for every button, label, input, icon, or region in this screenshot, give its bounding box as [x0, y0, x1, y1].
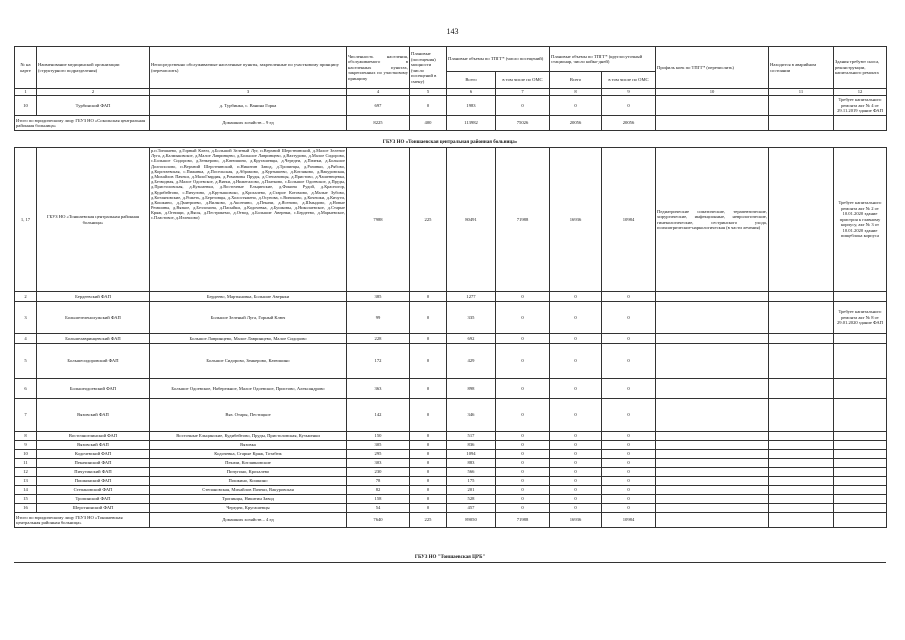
total-beddays-oms: 10984 — [602, 513, 656, 528]
cell-repair — [834, 379, 887, 399]
total-visits: 113982 — [447, 116, 496, 131]
cell-number: 8 — [15, 432, 37, 441]
total-visits-oms: 75026 — [496, 116, 550, 131]
cell-repair — [834, 450, 887, 459]
cell-population: 230 — [347, 468, 410, 477]
cell-organization: Тропинский ФАП — [37, 495, 150, 504]
cell-beddays-total: 0 — [550, 292, 602, 302]
cell-bed-profile — [656, 486, 769, 495]
cell-bed-profile — [656, 477, 769, 486]
cell-number: 6 — [15, 379, 37, 399]
cell-beddays-total: 16936 — [550, 148, 602, 292]
cell-visits-oms: 0 — [496, 334, 550, 344]
cell-visits-total: 692 — [447, 334, 496, 344]
cell-organization: Бердеевский ФАП — [37, 292, 150, 302]
cell-repair — [834, 344, 887, 379]
col-number: 3 — [150, 89, 347, 96]
cell-beddays-oms: 0 — [602, 504, 656, 513]
cell-settlements: Тропинцы, Никитин Завод — [150, 495, 347, 504]
cell-number: 15 — [15, 495, 37, 504]
cell-repair — [834, 292, 887, 302]
cell-population: 385 — [347, 292, 410, 302]
cell-beddays-oms: 0 — [602, 344, 656, 379]
header-emergency: Находится в аварийном состоянии — [769, 47, 834, 89]
cell-visits-total: 898 — [447, 379, 496, 399]
cell-organization: Большесидоровский ФАП — [37, 344, 150, 379]
cell-population: 54 — [347, 504, 410, 513]
header-visits: Плановые объемы по ТПГГ* (число посещений) — [447, 47, 550, 72]
cell-capacity: 225 — [410, 148, 447, 292]
cell-beddays-total: 0 — [550, 432, 602, 441]
cell-capacity: 0 — [410, 399, 447, 432]
table-tonshaevskaya — [14, 147, 887, 528]
total-capacity: 400 — [410, 116, 447, 131]
col-number: 2 — [37, 89, 150, 96]
cell-bed-profile — [656, 468, 769, 477]
cell-population: 78 — [347, 477, 410, 486]
cell-bed-profile: Педиатрические соматические, терапевтические, хирургические, инфекционные, неврологические, гинекологические, сестринского ухода, психиатрические-наркологическая (в части лечения) — [656, 148, 769, 292]
cell-organization: Вязовский ФАП — [37, 399, 150, 432]
cell-settlements: Пекачи, Котлявновские — [150, 459, 347, 468]
table-row — [15, 441, 887, 450]
cell-visits-oms: 0 — [496, 302, 550, 334]
cell-emergency — [769, 432, 834, 441]
cell-visits-total: 566 — [447, 468, 496, 477]
header-beddays-oms: в том числе по ОМС — [602, 72, 656, 89]
cell-settlements: Большое Одоевское, Набережное, Малое Одоевское, Пристово, Александрово — [150, 379, 347, 399]
total-population: 8225 — [347, 116, 410, 131]
cell-beddays-total: 0 — [550, 459, 602, 468]
cell-repair — [834, 468, 887, 477]
cell-repair — [834, 432, 887, 441]
cell-population: 82 — [347, 486, 410, 495]
cell-beddays-total: 0 — [550, 334, 602, 344]
cell-emergency — [769, 292, 834, 302]
cell-bed-profile — [656, 399, 769, 432]
table-row — [15, 504, 887, 513]
cell-beddays-total: 0 — [550, 468, 602, 477]
cell-capacity: 0 — [410, 292, 447, 302]
cell-number: 10 — [15, 96, 37, 116]
cell-settlements: Бердеево, Мартыновка, Большие Авернки — [150, 292, 347, 302]
header-visits-oms: в том числе по ОМС — [496, 72, 550, 89]
cell-settlements: Кодочевка, Старые Кряж, Тотабеж — [150, 450, 347, 459]
cell-population: 295 — [347, 450, 410, 459]
table-row — [15, 334, 887, 344]
cell-repair: Требует капитального ремонта акт № 2 от 10.01.2020 здание пристроя к главному корпусу, акт № 3 от 10.01.2020 здание пищеблока корпуса — [834, 148, 887, 292]
header-beddays-total: Всего — [550, 72, 602, 89]
cell-settlements: Чередеи, Кругашевцы — [150, 504, 347, 513]
table-row — [15, 302, 887, 334]
cell-emergency — [769, 399, 834, 432]
cell-visits-total: 429 — [447, 344, 496, 379]
col-number: 9 — [602, 89, 656, 96]
page-number: 143 — [446, 27, 459, 36]
cell-organization: Пекачинский ФАП — [37, 459, 150, 468]
col-number: 7 — [496, 89, 550, 96]
cell-beddays-total: 0 — [550, 495, 602, 504]
cell-visits-oms: 0 — [496, 468, 550, 477]
cell-visits-total: 201 — [447, 486, 496, 495]
cell-beddays-total: 0 — [550, 477, 602, 486]
cell-beddays-oms: 0 — [602, 302, 656, 334]
cell-visits-oms: 0 — [496, 432, 550, 441]
cell-visits-oms: 0 — [496, 486, 550, 495]
cell-visits-oms: 71988 — [496, 148, 550, 292]
cell-emergency — [769, 504, 834, 513]
table-row — [15, 96, 887, 116]
cell-beddays-oms: 0 — [602, 477, 656, 486]
cell-beddays-total: 0 — [550, 504, 602, 513]
cell-population: 303 — [347, 459, 410, 468]
cell-visits-oms: 0 — [496, 477, 550, 486]
table-row — [15, 468, 887, 477]
cell-repair — [834, 504, 887, 513]
table-row — [15, 344, 887, 379]
cell-number: 16 — [15, 504, 37, 513]
cell-population: 228 — [347, 334, 410, 344]
cell-organization: Кодочевский ФАП — [37, 450, 150, 459]
cell-bed-profile — [656, 441, 769, 450]
cell-settlements: Большое Зеленый Луга, Горный Ключ — [150, 302, 347, 334]
cell-beddays-oms: 0 — [602, 334, 656, 344]
cell-organization: Большеодоевский ФАП — [37, 379, 150, 399]
cell-beddays-total: 0 — [550, 450, 602, 459]
cell-beddays-total: 0 — [550, 399, 602, 432]
col-number: 5 — [410, 89, 447, 96]
header-map-number: № на карте — [15, 47, 37, 89]
col-number: 11 — [769, 89, 834, 96]
table-sokolskaya — [14, 46, 887, 131]
cell-bed-profile — [656, 379, 769, 399]
table-row — [15, 459, 887, 468]
cell-visits-total: 528 — [447, 495, 496, 504]
cell-visits-oms: 0 — [496, 450, 550, 459]
header-population: Численность населения, обслуживаемого в населенных пунктах, закрепленных по участковому принципу — [347, 47, 410, 89]
cell-capacity: 0 — [410, 477, 447, 486]
total-label: Итого по юридическому лицу ГБУЗ НО «Сокольская центральная районная больница» — [15, 116, 150, 131]
cell-repair — [834, 399, 887, 432]
cell-settlements: Восточные Ельцинские, Кудибейтово, Пруды, Пристоловская, Кузьменки — [150, 432, 347, 441]
cell-bed-profile — [656, 344, 769, 379]
cell-settlements: Пошкино, Кошкино — [150, 477, 347, 486]
cell-visits-total: 175 — [447, 477, 496, 486]
cell-population: 150 — [347, 432, 410, 441]
cell-visits-total: 517 — [447, 432, 496, 441]
cell-organization: Вязовский ФАП — [37, 441, 150, 450]
cell-organization: Степановский ФАП — [37, 486, 150, 495]
total-households: Домашних хозяйств – 9 ед — [150, 116, 347, 131]
cell-settlements: Большое Сидорово, Зенкерово, Катюшино — [150, 344, 347, 379]
cell-bed-profile — [656, 292, 769, 302]
cell-visits-total: 1094 — [447, 450, 496, 459]
total-row — [15, 116, 887, 131]
col-number: 1 — [15, 89, 37, 96]
section-divider — [14, 562, 886, 563]
cell-beddays-total: 0 — [550, 302, 602, 334]
cell-settlements: д. Турбинка, с. Ванина Горка — [150, 96, 347, 116]
cell-visits-oms: 0 — [496, 399, 550, 432]
cell-repair — [834, 334, 887, 344]
cell-population: 158 — [347, 495, 410, 504]
cell-capacity: 0 — [410, 96, 447, 116]
cell-beddays-oms: 10984 — [602, 148, 656, 292]
table-row — [15, 292, 887, 302]
cell-repair: Требует капитального ремонта акт № 4 от 29.11.2019 здание ФАП — [834, 96, 887, 116]
cell-capacity: 0 — [410, 441, 447, 450]
cell-emergency — [769, 477, 834, 486]
header-repair: Здания требуют сноса, реконструкции, капитального ремонта — [834, 47, 887, 89]
cell-beddays-oms: 0 — [602, 450, 656, 459]
cell-visits-oms: 0 — [496, 292, 550, 302]
cell-organization: Пошкинский ФАП — [37, 477, 150, 486]
cell-emergency — [769, 450, 834, 459]
cell-beddays-oms: 0 — [602, 399, 656, 432]
cell-beddays-total: 0 — [550, 441, 602, 450]
cell-beddays-total: 0 — [550, 344, 602, 379]
cell-repair — [834, 477, 887, 486]
cell-visits-total: 1277 — [447, 292, 496, 302]
cell-capacity: 0 — [410, 468, 447, 477]
cell-bed-profile — [656, 450, 769, 459]
table-row — [15, 399, 887, 432]
cell-number: 14 — [15, 486, 37, 495]
section-title: ГБУЗ НО «Тоншаевская центральная районная больница» — [382, 140, 518, 145]
header-organization: Наименование медицинской организации (структурного подразделения) — [37, 47, 150, 89]
cell-capacity: 0 — [410, 486, 447, 495]
table-row — [15, 432, 887, 441]
cell-settlements: р.п.Тоншаево, д.Горный Ключ, д.Большой Зеленый Луг, п.Верхний Шерстнинский, д.Малое Зеленое Луга, д.Калмыковское, д.Малое Лавринцево, д.Большое Лавринцево, д.Вахтурово, д.Малое Сидорово, с.Большое Сидорово, д.Зенкерово, д.Катюшино, д.Кругашевцы, д.Чередеи, д.Пачеки, д.Большое Долгополово, п.Верхний Шерстнинский, п.Никитин Завод, д.Тропинцы, д.Разинки, д.Рябово, д.Коротаевская, с.Пижанка, д.Посельская, д.Абрамово, д.Куртышево, д.Котляково, д.Вакуровская, д.Михайлов Пачеки, д.МалоГвардия, д.Романовы Пруды, д.Степановцы, д.Пристово, д.Чашеннцевка, д.Безводная, д.Малое Одоевское, д.Вятки, д.Нижегалово, д.Платково, с.Большое Одоевское, д.Пруды, д.Пристоловская, д.Кузьменки, д.Восточные Ельцинские, д.Фокина Рудой, д.Красногор, д.Кудибейтово, с.Пичугино, д.Крутышовско, д.Крохалево, д.Старое Котомово, д.Малые Зубово, д.Котляновские, д.Рожеть, д.Березовцы, д.Холостяжено, д.Осунова, с.Виноково, д.Кочешки, д.Кичуги, д.Кошкино, д.Дмитриево, д.Вилково, д.Аксенино, д.Пекачи, д.Ясеново, д.Шмыдово, д.Новые Ремшины, д.Вязкое, д.Безлохина, д.Пасыйки, д.Кодочевка, д.Бушковы, д.Николаевское, д.Старые Кряж, д.Огнищи, д.Вясы, д.Пестрикемо, д.Отвод, д.Большие Авернки, с.Бердеево, д.Марыевское, с.Пластовое, д.Излешово) — [150, 148, 347, 292]
cell-organization: ГБУЗ НО «Тоншаевская центральная районная больница» — [37, 148, 150, 292]
cell-beddays-oms: 0 — [602, 441, 656, 450]
cell-visits-total: 346 — [447, 399, 496, 432]
cell-beddays-total: 0 — [550, 379, 602, 399]
cell-capacity: 0 — [410, 450, 447, 459]
cell-bed-profile — [656, 302, 769, 334]
cell-settlements: Вяз. Отары, Пестицкое — [150, 399, 347, 432]
cell-organization: Восточноелинский ФАП — [37, 432, 150, 441]
cell-beddays-oms: 0 — [602, 292, 656, 302]
col-number: 6 — [447, 89, 496, 96]
cell-bed-profile — [656, 96, 769, 116]
cell-population: 172 — [347, 344, 410, 379]
cell-visits-total: 836 — [447, 441, 496, 450]
cell-bed-profile — [656, 495, 769, 504]
cell-organization: Турбинский ФАП — [37, 96, 150, 116]
cell-number: 13 — [15, 477, 37, 486]
cell-population: 7988 — [347, 148, 410, 292]
total-beddays: 20056 — [550, 116, 602, 131]
cell-capacity: 0 — [410, 432, 447, 441]
cell-visits-oms: 0 — [496, 441, 550, 450]
cell-emergency — [769, 468, 834, 477]
cell-population: 363 — [347, 379, 410, 399]
cell-population: 305 — [347, 441, 410, 450]
cell-emergency — [769, 495, 834, 504]
cell-beddays-total: 0 — [550, 486, 602, 495]
cell-repair — [834, 486, 887, 495]
header-beddays: Плановые объемы по ТПГГ* (круглосуточный стационар, число койко-дней) — [550, 47, 656, 72]
cell-number: 2 — [15, 292, 37, 302]
cell-visits-oms: 0 — [496, 96, 550, 116]
total-population: 7640 — [347, 513, 410, 528]
cell-organization: Пичугинский ФАП — [37, 468, 150, 477]
cell-population: 99 — [347, 302, 410, 334]
cell-capacity: 0 — [410, 495, 447, 504]
col-number: 12 — [834, 89, 887, 96]
cell-emergency — [769, 441, 834, 450]
col-number: 8 — [550, 89, 602, 96]
table-row — [15, 148, 887, 292]
cell-beddays-oms: 0 — [602, 379, 656, 399]
header-settlements: Непосредственно обслуживаемые населенные пункты, закрепленные по участковому принципу (перечислить) — [150, 47, 347, 89]
cell-organization: Большелавринцевский ФАП — [37, 334, 150, 344]
cell-emergency — [769, 302, 834, 334]
cell-beddays-oms: 0 — [602, 459, 656, 468]
cell-visits-total: 335 — [447, 302, 496, 334]
cell-visits-oms: 0 — [496, 495, 550, 504]
total-visits: 89050 — [447, 513, 496, 528]
cell-emergency — [769, 459, 834, 468]
cell-repair — [834, 495, 887, 504]
table-row — [15, 486, 887, 495]
cell-number: 4 — [15, 334, 37, 344]
cell-capacity: 0 — [410, 334, 447, 344]
cell-bed-profile — [656, 334, 769, 344]
cell-visits-oms: 0 — [496, 344, 550, 379]
total-row — [15, 513, 887, 528]
cell-visits-oms: 0 — [496, 379, 550, 399]
cell-capacity: 0 — [410, 344, 447, 379]
total-households: Домашних хозяйств – 4 ед — [150, 513, 347, 528]
total-visits-oms: 71988 — [496, 513, 550, 528]
cell-visits-total: 457 — [447, 504, 496, 513]
cell-number: 5 — [15, 344, 37, 379]
header-bed-profile: Профиль коек по ТПГГ* (перечислить) — [656, 47, 769, 89]
cell-visits-total: 883 — [447, 459, 496, 468]
total-capacity: 225 — [410, 513, 447, 528]
cell-beddays-total: 0 — [550, 96, 602, 116]
cell-organization: Большезеленолужский ФАП — [37, 302, 150, 334]
cell-beddays-oms: 0 — [602, 432, 656, 441]
cell-organization: Шерстнинский ФАП — [37, 504, 150, 513]
cell-number: 7 — [15, 399, 37, 432]
table-row — [15, 379, 887, 399]
cell-bed-profile — [656, 432, 769, 441]
cell-capacity: 0 — [410, 504, 447, 513]
cell-settlements: Пичугино, Крохалево — [150, 468, 347, 477]
cell-beddays-oms: 0 — [602, 96, 656, 116]
cell-repair: Требует капитального ремонта акт № 8 от 29.01.2020 здание ФАП — [834, 302, 887, 334]
cell-visits-oms: 0 — [496, 459, 550, 468]
cell-beddays-oms: 0 — [602, 486, 656, 495]
cell-repair — [834, 459, 887, 468]
cell-bed-profile — [656, 504, 769, 513]
cell-number: 3 — [15, 302, 37, 334]
cell-capacity: 0 — [410, 379, 447, 399]
table-row — [15, 495, 887, 504]
cell-population: 697 — [347, 96, 410, 116]
header-visits-total: Всего — [447, 72, 496, 89]
total-beddays: 16936 — [550, 513, 602, 528]
cell-emergency — [769, 96, 834, 116]
col-number: 10 — [656, 89, 769, 96]
total-beddays-oms: 20056 — [602, 116, 656, 131]
cell-beddays-oms: 0 — [602, 468, 656, 477]
cell-settlements: Вязовка — [150, 441, 347, 450]
cell-visits-total: 1983 — [447, 96, 496, 116]
cell-emergency — [769, 334, 834, 344]
total-label: Итого по юридическому лицу ГБУЗ НО «Тоншаевская центральная районная больница» — [15, 513, 150, 528]
cell-capacity: 0 — [410, 459, 447, 468]
cell-number: 11 — [15, 459, 37, 468]
cell-emergency — [769, 344, 834, 379]
cell-repair — [834, 441, 887, 450]
col-number: 4 — [347, 89, 410, 96]
cell-visits-total: 80491 — [447, 148, 496, 292]
cell-number: 9 — [15, 441, 37, 450]
table-row — [15, 450, 887, 459]
cell-number: 12 — [15, 468, 37, 477]
cell-number: 10 — [15, 450, 37, 459]
table-row — [15, 477, 887, 486]
cell-number: 1, 17 — [15, 148, 37, 292]
cell-emergency — [769, 379, 834, 399]
cell-emergency — [769, 486, 834, 495]
cell-settlements: Большое Лавринцево, Малое Лавринцево, Малое Сидорово — [150, 334, 347, 344]
cell-visits-oms: 0 — [496, 504, 550, 513]
cell-capacity: 0 — [410, 302, 447, 334]
cell-settlements: Степановская, Михайлов Пачеки, Вакуровская — [150, 486, 347, 495]
cell-population: 142 — [347, 399, 410, 432]
section-title: ГБУЗ НО "Тоншаевская ЦРБ" — [414, 555, 486, 560]
header-capacity: Плановые (посещения) мощности (число посещений в смену) — [410, 47, 447, 89]
cell-emergency — [769, 148, 834, 292]
cell-beddays-oms: 0 — [602, 495, 656, 504]
cell-bed-profile — [656, 459, 769, 468]
